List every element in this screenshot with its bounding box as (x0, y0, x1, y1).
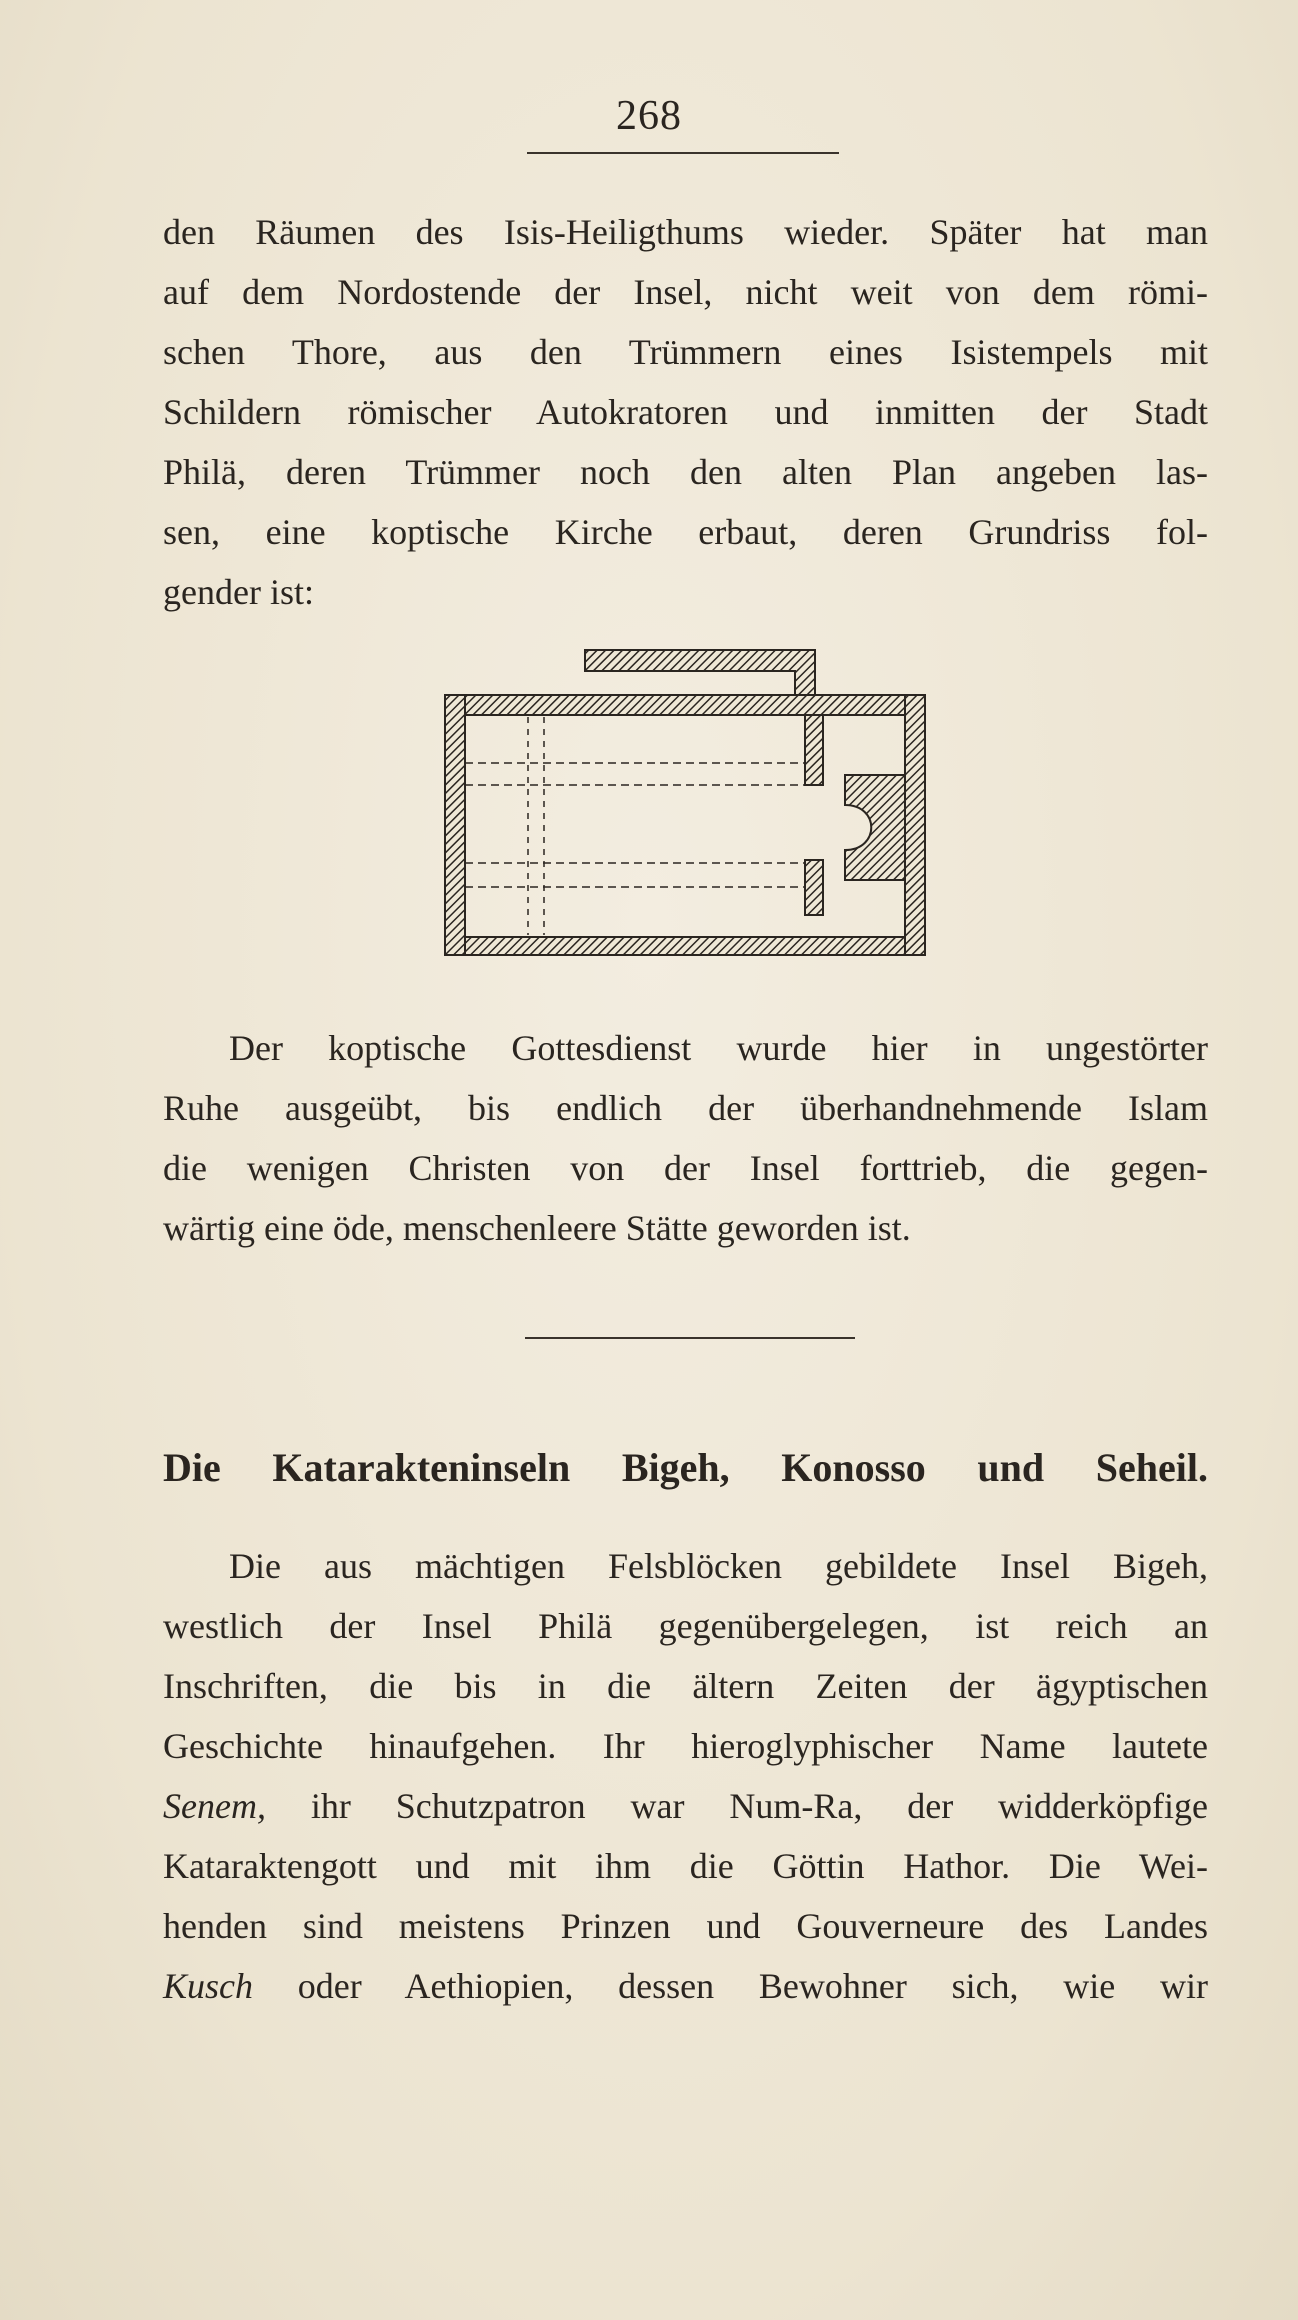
paragraph-line: Ruhe ausgeübt, bis endlich der überhandnehmende Islam (163, 1088, 1208, 1128)
paragraph-line: Inschriften, die bis in die ältern Zeiten der ägyptischen (163, 1666, 1208, 1706)
page-number: 268 (616, 93, 682, 139)
paragraph-line: westlich der Insel Philä gegenübergelegen, ist reich an (163, 1606, 1208, 1646)
paragraph-line-rest: oder Aethiopien, dessen Bewohner sich, wie wir (297, 1966, 1208, 2006)
paragraph-line: Philä, deren Trümmer noch den alten Plan angeben las- (163, 452, 1208, 492)
paragraph-line (163, 1956, 1208, 2016)
paragraph-line: Der koptische Gottesdienst wurde hier in ungestörter (229, 1028, 1208, 1068)
paragraph-line: Kataraktengott und mit ihm die Göttin Hathor. Die Wei- (163, 1846, 1208, 1886)
paragraph-line: gender ist: (163, 572, 314, 612)
section-divider (525, 1337, 855, 1339)
paragraph-line: schen Thore, aus den Trümmern eines Isistempels mit (163, 332, 1208, 372)
paragraph-line: Die aus mächtigen Felsblöcken gebildete Insel Bigeh, (229, 1546, 1208, 1586)
paragraph-2 (163, 1018, 1208, 1258)
paragraph-line: auf dem Nordostende der Insel, nicht weit von dem römi- (163, 272, 1208, 312)
paragraph-line: Geschichte hinaufgehen. Ihr hieroglyphischer Name lautete (163, 1726, 1208, 1766)
paragraph-line (163, 1776, 1208, 1836)
paragraph-line-rest: ihr Schutzpatron war Num-Ra, der widderköpfige (310, 1786, 1208, 1826)
italic-name-kusch: Kusch (163, 1966, 253, 2006)
paragraph-line: Schildern römischer Autokratoren und inmitten der Stadt (163, 392, 1208, 432)
section-heading: Die Katarakteninseln Bigeh, Konosso und Seheil. (163, 1445, 1208, 1490)
paragraph-1 (163, 202, 1208, 622)
church-floor-plan-icon (440, 645, 930, 960)
paragraph-line: den Räumen des Isis-Heiligthums wieder. Später hat man (163, 212, 1208, 252)
paragraph-line: sen, eine koptische Kirche erbaut, deren Grundriss fol- (163, 512, 1208, 552)
paragraph-3 (163, 1536, 1208, 2016)
paragraph-line: die wenigen Christen von der Insel forttrieb, die gegen- (163, 1148, 1208, 1188)
paragraph-line: henden sind meistens Prinzen und Gouverneure des Landes (163, 1906, 1208, 1946)
header-rule (527, 152, 839, 154)
paragraph-line: wärtig eine öde, menschenleere Stätte geworden ist. (163, 1208, 911, 1248)
italic-name-senem: Senem, (163, 1786, 266, 1826)
